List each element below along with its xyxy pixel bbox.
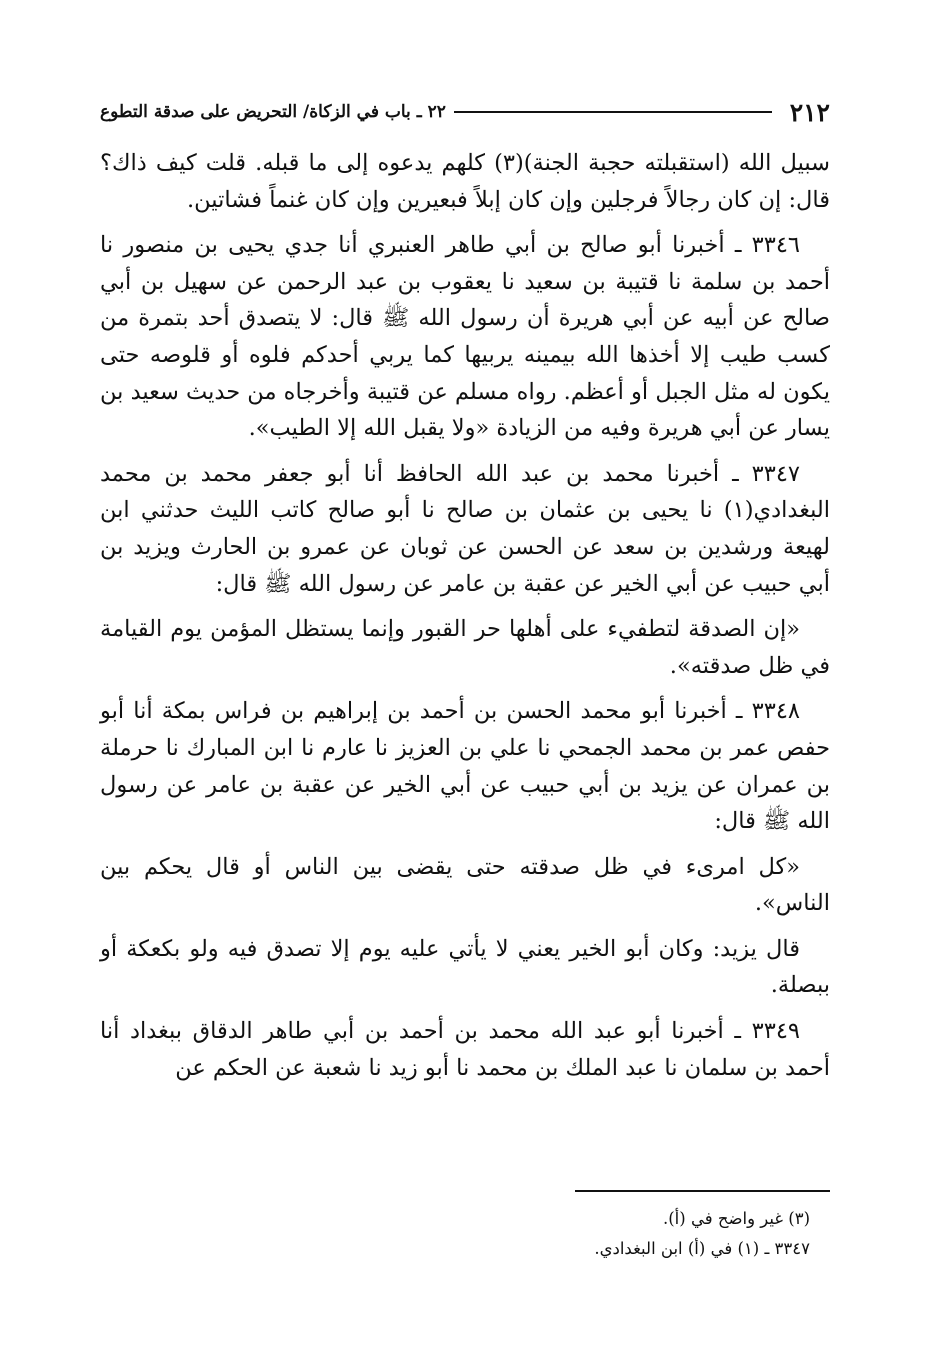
hadith-3348-note: قال يزيد: وكان أبو الخير يعني لا يأتي عليه يوم إلا تصدق فيه ولو بكعكة أو ببصلة. [100, 935, 830, 999]
footnote-item: ٣٣٤٧ ـ (١) في (أ) ابن البغدادي. [594, 1239, 810, 1258]
header-rule [454, 111, 772, 113]
page-header [100, 92, 830, 132]
footnote-rule [575, 1190, 830, 1192]
body-text [100, 145, 830, 1095]
hadith-3346: ٣٣٤٦ ـ أخبرنا أبو صالح بن أبي طاهر العنبري أنا جدي يحيى بن منصور نا أحمد بن سلمة نا قتيبة بن سعيد نا يعقوب بن عبد الرحمن عن سهيل بن أبي صالح عن أبيه عن أبي هريرة أن رسول الله ﷺ قال: لا يتصدق أحد بتمرة من كسب طيب إلا أخذها الله بيمينه يربيها كما يربي أحدكم فلوه أو قلوصه حتى يكون له مثل الجبل أو أعظم. رواه مسلم عن قتيبة وأخرجاه من حديث سعيد بن يسار عن أبي هريرة وفيه من الزيادة «ولا يقبل الله إلا الطيب». [100, 232, 830, 442]
hadith-3348-text: «كل امرىء في ظل صدقته حتى يقضى بين الناس أو قال يحكم بين الناس». [100, 853, 830, 917]
footnote-item: (٣) غير واضح في (أ). [663, 1209, 810, 1228]
hadith-3347: ٣٣٤٧ ـ أخبرنا محمد بن عبد الله الحافظ أنا أبو جعفر محمد بن محمد البغدادي(١) نا يحيى بن عثمان بن صالح نا أبو صالح كاتب الليث حدثني ابن لهيعة ورشدين بن سعد عن الحسن عن ثوبان عن عمرو بن الحارث ويزيد بن أبي حبيب عن أبي الخير عن عقبة بن عامر عن رسول الله ﷺ قال: [100, 460, 830, 597]
page-number: ٢١٢ [789, 97, 830, 127]
footnotes [100, 1204, 830, 1264]
hadith-3348: ٣٣٤٨ ـ أخبرنا أبو محمد الحسن بن أحمد بن إبراهيم بن فراس بمكة أنا أبو حفص عمر بن محمد الجمحي نا علي بن العزيز نا عارم نا ابن المبارك نا حرملة بن عمران عن يزيد بن أبي حبيب عن أبي الخير عن عقبة بن عامر عن رسول الله ﷺ قال: [100, 698, 830, 835]
hadith-3347-text: «إن الصدقة لتطفيء على أهلها حر القبور وإنما يستظل المؤمن يوم القيامة في ظل صدقته». [100, 616, 830, 679]
running-title: ٢٢ ـ باب في الزكاة/ التحريض على صدقة التطوع [100, 102, 446, 122]
hadith-3349: ٣٣٤٩ ـ أخبرنا أبو عبد الله محمد بن أحمد بن أبي طاهر الدقاق ببغداد أنا أحمد بن سلمان نا عبد الملك بن محمد نا أبو زيد نا شعبة عن الحكم عن [100, 1018, 830, 1081]
paragraph-continuation: سبيل الله (استقبلته حجبة الجنة)(٣) كلهم يدعوه إلى ما قبله. قلت كيف ذاك؟ قال: إن كان رجالاً فرجلين وإن كان إبلاً فبعيرين وإن كان غنماً فشاتين. [100, 150, 830, 213]
